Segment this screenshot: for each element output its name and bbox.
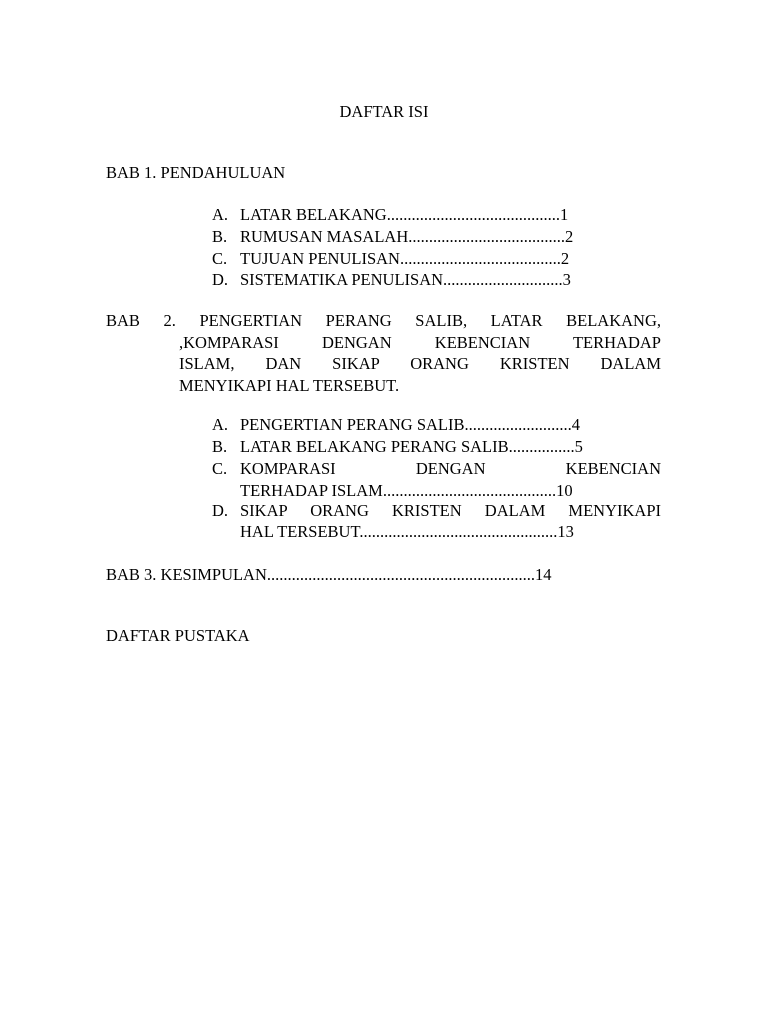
bab1-heading: BAB 1. PENDAHULUAN — [106, 163, 286, 182]
bab2-item-d-text-line1: SIKAP ORANG KRISTEN DALAM MENYIKAPI — [240, 501, 661, 520]
bab2-heading-line4: MENYIKAPI HAL TERSEBUT. — [179, 376, 400, 395]
bab1-item-c-letter: C. — [212, 249, 228, 268]
bab1-item-c-text: TUJUAN PENULISAN.......................................2 — [240, 249, 570, 268]
bab3-heading: BAB 3. KESIMPULAN.................................................................14 — [106, 565, 552, 584]
bab2-item-d-letter: D. — [212, 501, 229, 520]
bab1-item-b-text: RUMUSAN MASALAH......................................2 — [240, 227, 574, 246]
bab2-heading-line1: BAB 2. PENGERTIAN PERANG SALIB, LATAR BELAKANG, — [106, 311, 661, 330]
bab2-item-c-letter: C. — [212, 459, 228, 478]
bab2-item-b-text: LATAR BELAKANG PERANG SALIB................5 — [240, 437, 583, 456]
bab1-item-d-letter: D. — [212, 270, 229, 289]
bab2-item-b-letter: B. — [212, 437, 228, 456]
bab2-item-d-text-line2: HAL TERSEBUT................................................13 — [240, 522, 574, 541]
bab1-item-a-text: LATAR BELAKANG..........................................1 — [240, 205, 569, 224]
daftar-pustaka-heading: DAFTAR PUSTAKA — [106, 626, 250, 645]
page-title: DAFTAR ISI — [339, 102, 429, 121]
bab2-heading-line2: ,KOMPARASI DENGAN KEBENCIAN TERHADAP — [179, 333, 661, 352]
bab2-heading-line3: ISLAM, DAN SIKAP ORANG KRISTEN DALAM — [179, 354, 661, 373]
bab2-item-a-letter: A. — [212, 415, 229, 434]
bab2-item-c-text-line1: KOMPARASI DENGAN KEBENCIAN — [240, 459, 661, 478]
bab2-item-c-text-line2: TERHADAP ISLAM..........................................10 — [240, 481, 573, 500]
bab1-item-a-letter: A. — [212, 205, 229, 224]
bab2-item-a-text: PENGERTIAN PERANG SALIB..........................4 — [240, 415, 581, 434]
bab1-item-d-text: SISTEMATIKA PENULISAN.............................3 — [240, 270, 571, 289]
bab1-item-b-letter: B. — [212, 227, 228, 246]
